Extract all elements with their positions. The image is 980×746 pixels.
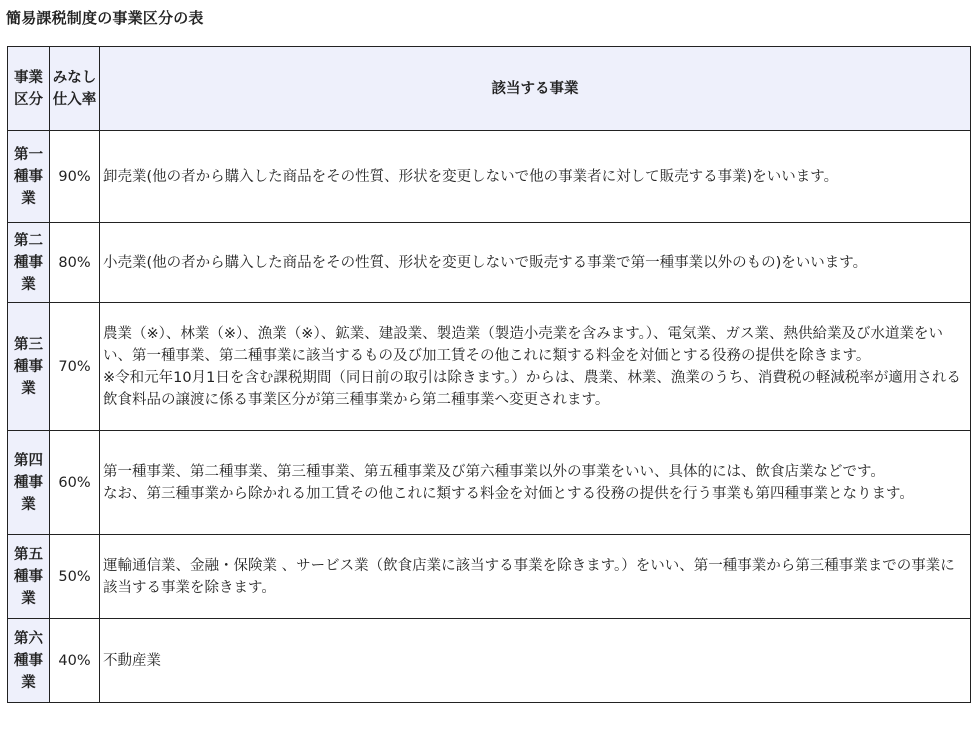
description-note: ※令和元年10月1日を含む課税期間（同日前の取引は除きます。）からは、農業、林業、漁業のうち、消費税の軽減税率が適用される飲食料品の譲渡に係る事業区分が第三種事業から第二種事業へ変更されます。: [103, 369, 961, 408]
table-row: [8, 223, 971, 303]
table-row: [8, 619, 971, 703]
description-note: なお、第三種事業から除かれる加工賃その他これに類する料金を対価とする役務の提供を行う事業も第四種事業となります。: [103, 485, 914, 502]
page-title: 簡易課税制度の事業区分の表: [6, 9, 204, 27]
table-row: [8, 535, 971, 619]
row-description: [100, 303, 971, 431]
row-rate: 70%: [50, 303, 100, 431]
row-rate: 40%: [50, 619, 100, 703]
row-category: 第四種事業: [8, 431, 50, 535]
header-rate: みなし仕入率: [50, 47, 100, 131]
description-line: 農業（※）、林業（※）、漁業（※）、鉱業、建設業、製造業（製造小売業を含みます。）、電気業、ガス業、熱供給業及び水道業をいい、第一種事業、第二種事業に該当するもの及び加工賃その他これに類する料金を対価とする役務の提供を除きます。: [103, 325, 944, 364]
row-description: [100, 223, 971, 303]
header-category: 事業区分: [8, 47, 50, 131]
row-description: [100, 535, 971, 619]
description-line: 卸売業(他の者から購入した商品をその性質、形状を変更しないで他の事業者に対して販売する事業)をいいます。: [103, 168, 839, 185]
row-rate: 80%: [50, 223, 100, 303]
row-rate: 60%: [50, 431, 100, 535]
row-rate: 90%: [50, 131, 100, 223]
description-line: 不動産業: [103, 652, 161, 669]
description-line: 小売業(他の者から購入した商品をその性質、形状を変更しないで販売する事業で第一種事業以外のもの)をいいます。: [103, 254, 868, 271]
row-description: [100, 619, 971, 703]
description-line: 第一種事業、第二種事業、第三種事業、第五種事業及び第六種事業以外の事業をいい、具体的には、飲食店業などです。: [103, 463, 885, 480]
row-description: [100, 131, 971, 223]
table-row: [8, 431, 971, 535]
table-header-row: [8, 47, 971, 131]
row-category: 第二種事業: [8, 223, 50, 303]
table-row: [8, 303, 971, 431]
row-category: 第一種事業: [8, 131, 50, 223]
row-rate: 50%: [50, 535, 100, 619]
row-category: 第六種事業: [8, 619, 50, 703]
header-description: 該当する事業: [100, 47, 971, 131]
row-description: [100, 431, 971, 535]
table-row: [8, 131, 971, 223]
business-category-table: [7, 46, 971, 703]
description-line: 運輸通信業、金融・保険業 、サービス業（飲食店業に該当する事業を除きます。）をいい、第一種事業から第三種事業までの事業に該当する事業を除きます。: [103, 557, 955, 596]
row-category: 第三種事業: [8, 303, 50, 431]
row-category: 第五種事業: [8, 535, 50, 619]
